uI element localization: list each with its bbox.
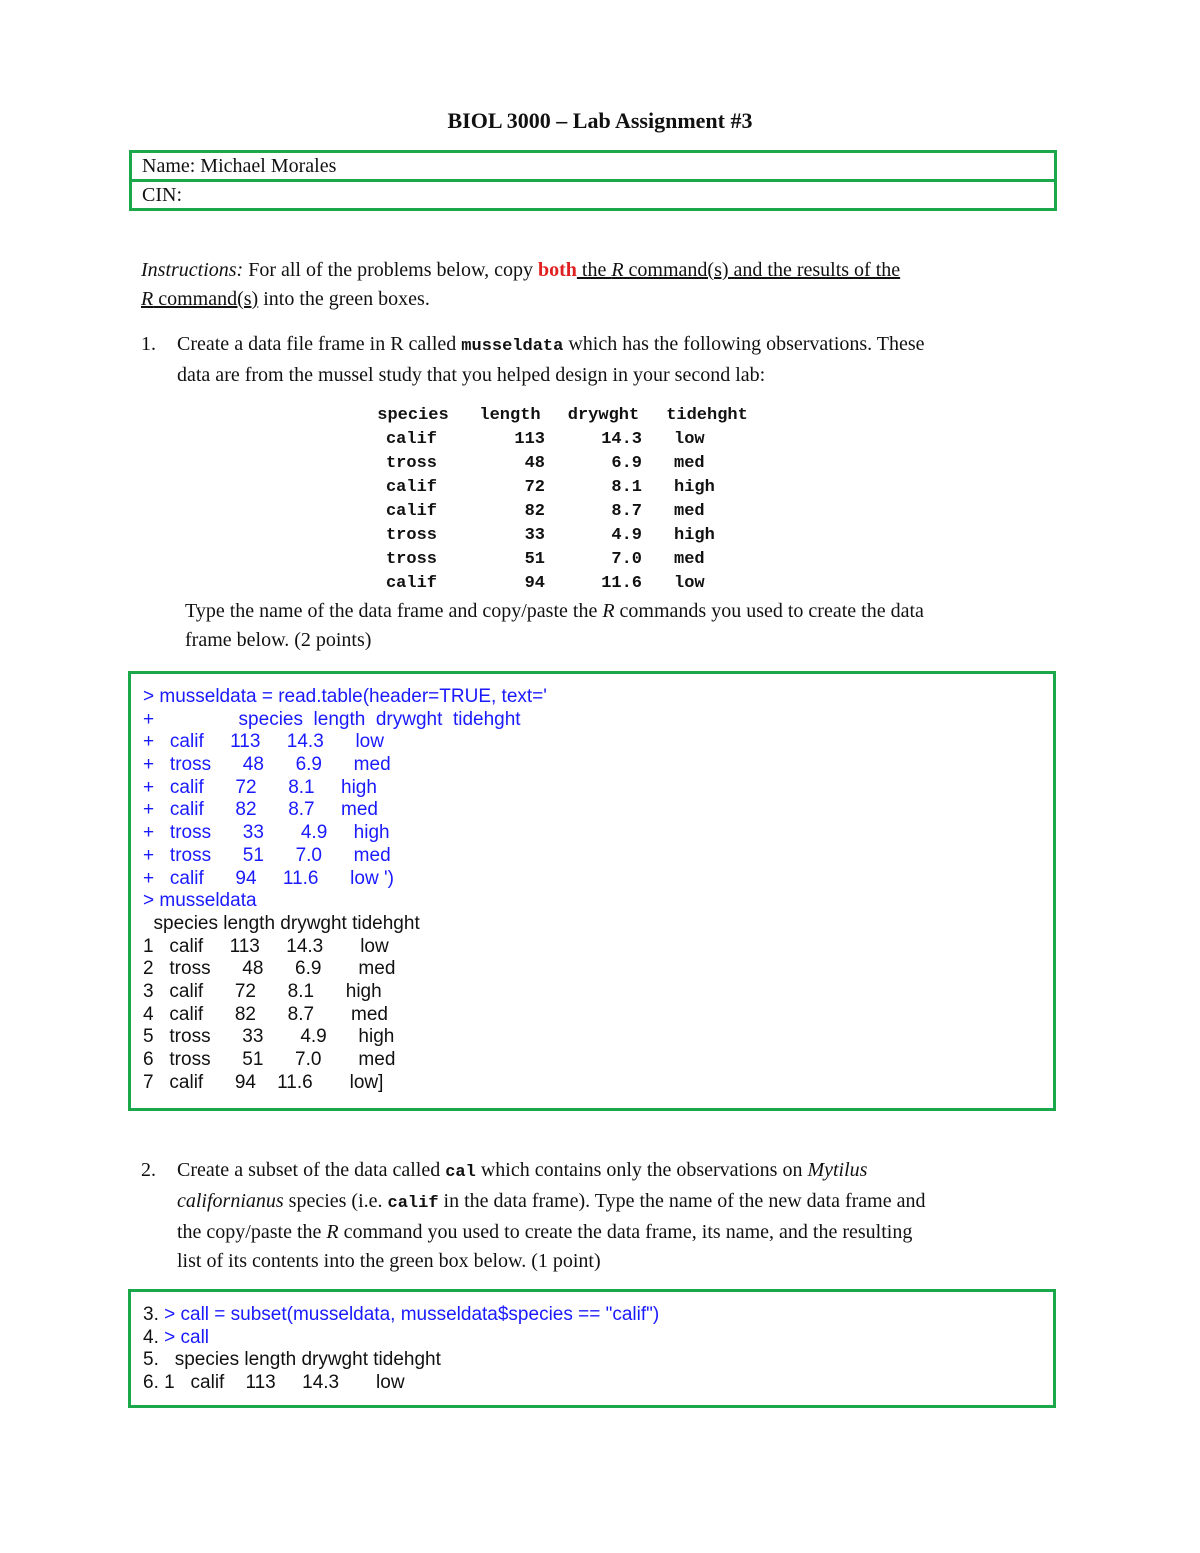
code-text: > call xyxy=(158,1326,210,1348)
table-cell: 51 xyxy=(524,549,545,569)
code-line: > musseldata = read.table(header=TRUE, text=' xyxy=(143,686,547,707)
code-line: 6 tross 51 7.0 med xyxy=(143,1049,396,1070)
table-cell: calif xyxy=(385,573,437,593)
table-row xyxy=(361,547,762,571)
table-cell: med xyxy=(674,453,705,473)
table-row xyxy=(361,451,762,475)
code-line xyxy=(143,1327,1053,1350)
code-line: > musseldata xyxy=(143,890,257,912)
table-cell: 14.3 xyxy=(601,429,642,449)
table-cell: med xyxy=(674,549,705,569)
table-cell: tross xyxy=(385,453,437,473)
table-cell: tross xyxy=(385,525,437,545)
code-line: 2 tross 48 6.9 med xyxy=(143,958,396,980)
code-line: 4 calif 82 8.7 med xyxy=(143,1003,388,1025)
table-cell: 82 xyxy=(524,501,545,521)
instructions-text-end: into the green boxes. xyxy=(258,288,430,310)
table-row xyxy=(361,571,762,595)
table-cell: calif xyxy=(385,429,437,449)
answer-box-1 xyxy=(128,671,1056,1111)
name-field: Name: Michael Morales xyxy=(142,155,337,177)
code-text: 1 calif 113 14.3 low xyxy=(158,1372,405,1394)
code-line xyxy=(143,1304,1053,1327)
table-cell: high xyxy=(674,525,715,545)
table-cell: 6.9 xyxy=(611,453,642,473)
instructions-underlined: the R command(s) and the results of the xyxy=(576,259,901,281)
table-header: species xyxy=(377,405,449,425)
code-line: + tross 51 7.0 med xyxy=(143,844,391,866)
line-number: 3. xyxy=(143,1304,159,1325)
q1-code-musseldata: musseldata xyxy=(461,337,564,356)
table-cell: 72 xyxy=(524,477,545,497)
code-line: 1 calif 113 14.3 low xyxy=(143,935,389,957)
q2-code-cal: cal xyxy=(445,1163,476,1182)
table-cell: low xyxy=(674,573,705,593)
q2-text: Create a subset of the data called cal which contains only the observations on Mytilus californianus species (i.e. calif in the data frame). Type the name of the new data frame and the copy/paste the R command you used to create the data frame, its name, and the resulting list of its contents into the green box below. (1 point) xyxy=(177,1159,926,1272)
table-cell: 8.7 xyxy=(611,501,642,521)
table-cell: 113 xyxy=(514,429,545,449)
table-header: tidehght xyxy=(666,405,748,425)
instructions-lead: Instructions: xyxy=(141,259,244,281)
code-line: + calif 113 14.3 low xyxy=(143,731,384,753)
table-cell: tross xyxy=(385,549,437,569)
cin-field: CIN: xyxy=(132,179,1054,208)
code-line: 7 calif 94 11.6 low] xyxy=(143,1071,384,1093)
table-header: length xyxy=(479,405,541,425)
code-text: > call = subset(musseldata, musseldata$species == "calif") xyxy=(158,1304,660,1325)
code-line: + calif 82 8.7 med xyxy=(143,799,378,821)
table-cell: 11.6 xyxy=(601,573,642,593)
table-cell: low xyxy=(674,429,705,449)
code-line: + tross 48 6.9 med xyxy=(143,754,391,776)
line-number: 5. xyxy=(143,1349,159,1371)
table-cell: med xyxy=(674,501,705,521)
mussel-data-table xyxy=(361,403,762,595)
q2-code-calif: calif xyxy=(387,1194,439,1213)
table-row xyxy=(361,523,762,547)
instructions-text: For all of the problems below, copy xyxy=(243,259,538,281)
line-number: 6. xyxy=(143,1372,159,1394)
table-row xyxy=(361,427,762,451)
q1-text: Create a data file frame in R called musseldata which has the following observations. These data are from the mussel study that you helped design in your second lab: xyxy=(177,333,925,386)
instructions-underlined-2: R command(s) xyxy=(141,288,259,310)
code-line: 3 calif 72 8.1 high xyxy=(143,980,382,1002)
code-line: + calif 94 11.6 low ') xyxy=(143,867,394,889)
table-cell: 94 xyxy=(524,573,545,593)
table-header-row xyxy=(361,403,762,427)
table-cell: 8.1 xyxy=(611,477,642,497)
instructions-emphasis: both xyxy=(537,259,577,281)
code-text: species length drywght tidehght xyxy=(158,1349,441,1371)
table-cell: 48 xyxy=(524,453,545,473)
code-line: + species length drywght tidehght xyxy=(143,708,521,730)
page-title: BIOL 3000 – Lab Assignment #3 xyxy=(447,108,753,133)
table-cell: 4.9 xyxy=(611,525,642,545)
q1-followup: Type the name of the data frame and copy/paste the R commands you used to create the data frame below. (2 points) xyxy=(185,600,924,651)
table-cell: high xyxy=(674,477,715,497)
code-line xyxy=(143,1349,1053,1372)
line-number: 4. xyxy=(143,1326,159,1348)
q1-number: 1. xyxy=(141,333,156,355)
name-cin-box xyxy=(129,150,1057,211)
code-line: species length drywght tidehght xyxy=(143,912,420,934)
table-cell: 7.0 xyxy=(611,549,642,569)
table-cell: 33 xyxy=(524,525,545,545)
code-line: + tross 33 4.9 high xyxy=(143,822,390,844)
q2-number: 2. xyxy=(141,1159,156,1181)
code-line: 5 tross 33 4.9 high xyxy=(143,1026,395,1048)
table-header: drywght xyxy=(567,405,640,425)
table-row xyxy=(361,499,762,523)
answer-box-2 xyxy=(128,1289,1056,1408)
table-cell: calif xyxy=(385,501,437,521)
table-cell: calif xyxy=(385,477,437,497)
table-row xyxy=(361,475,762,499)
instructions xyxy=(141,256,1071,314)
code-line: + calif 72 8.1 high xyxy=(143,776,377,798)
code-line xyxy=(143,1372,1053,1395)
